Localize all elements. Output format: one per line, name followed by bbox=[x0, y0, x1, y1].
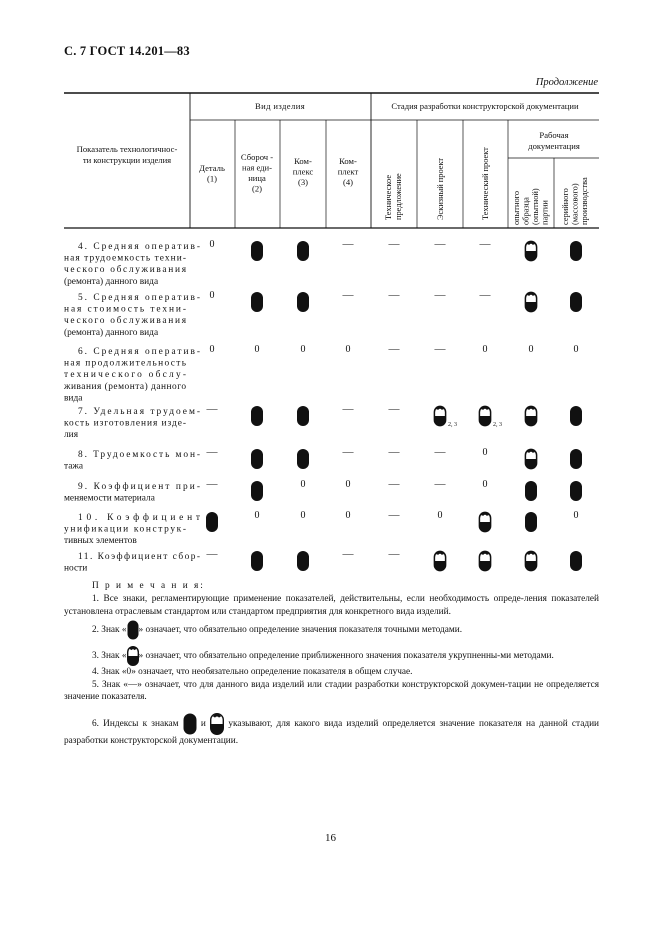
row-label: 4. Средняя оператив-ная трудоемкость техни-ческого обслуживания (ремонта) данного вида bbox=[64, 242, 200, 287]
zero-sign: 0 bbox=[482, 479, 488, 490]
zero-sign: 0 bbox=[345, 510, 351, 521]
filled-sign-icon bbox=[127, 620, 139, 640]
half-filled-sign bbox=[525, 241, 536, 260]
zero-sign: 0 bbox=[345, 479, 351, 490]
zero-sign: 0 bbox=[254, 510, 260, 521]
half-filled-sign bbox=[479, 512, 490, 531]
filled-sign bbox=[251, 551, 263, 571]
dash-sign: — bbox=[388, 548, 400, 560]
row-label: 6. Средняя оператив-ная продолжительность технического обслу-живания (ремонта) данного вида bbox=[64, 347, 200, 404]
zero-sign: 0 bbox=[254, 344, 260, 355]
header-indicator-line1: Показатель технологичнос- bbox=[76, 144, 178, 154]
zero-sign: 0 bbox=[437, 510, 443, 521]
dash-sign: — bbox=[479, 289, 491, 301]
dash-sign: — bbox=[434, 478, 446, 490]
col-technical-project: Технический проект bbox=[481, 147, 490, 220]
half-filled-sign bbox=[479, 551, 490, 570]
dash-sign: — bbox=[434, 289, 446, 301]
filled-sign bbox=[570, 449, 582, 469]
notes-block bbox=[64, 580, 599, 748]
row-label: 5. Средняя оператив-ная стоимость техни-ческого обслуживания (ремонта) данного вида bbox=[64, 293, 200, 338]
zero-sign: 0 bbox=[573, 510, 579, 521]
filled-sign-icon bbox=[183, 713, 197, 735]
dash-sign: — bbox=[479, 238, 491, 250]
zero-sign: 0 bbox=[209, 239, 215, 250]
zero-sign: 0 bbox=[528, 344, 534, 355]
dash-sign: — bbox=[206, 548, 218, 560]
col-technical-proposal: Техническоепредложение bbox=[384, 173, 403, 220]
half-filled-sign bbox=[479, 406, 490, 425]
filled-sign bbox=[251, 449, 263, 469]
col-prototype: опытного образца (опытной) партии bbox=[512, 188, 550, 225]
zero-sign: 0 bbox=[345, 344, 351, 355]
half-filled-sign-icon bbox=[210, 713, 224, 735]
dash-sign: — bbox=[206, 478, 218, 490]
filled-sign bbox=[251, 292, 263, 312]
dash-sign: — bbox=[434, 343, 446, 355]
filled-sign bbox=[251, 241, 263, 261]
row-label: 9. Коэффициент при-меняемости материала bbox=[64, 482, 200, 504]
dash-sign: — bbox=[388, 446, 400, 458]
filled-sign bbox=[297, 449, 309, 469]
filled-sign bbox=[525, 512, 537, 532]
header-indicator-line2: ти конструкции изделия bbox=[82, 155, 172, 165]
filled-sign bbox=[297, 406, 309, 426]
dash-sign: — bbox=[342, 403, 354, 415]
page-number: 16 bbox=[325, 832, 336, 844]
half-filled-sign bbox=[525, 406, 536, 425]
dash-sign: — bbox=[342, 446, 354, 458]
dash-sign: — bbox=[342, 238, 354, 250]
note-1: 1. Все знаки, регламентирующие применение показателей, действительны, если необходимость опреде-ления показателей установлена отраслевым стандартом или стандартом предприятия для конкретного вида изделий. bbox=[64, 594, 599, 617]
notes-title: П р и м е ч а н и я: bbox=[92, 581, 205, 591]
dash-sign: — bbox=[206, 446, 218, 458]
dash-sign: — bbox=[388, 238, 400, 250]
filled-sign bbox=[297, 241, 309, 261]
zero-sign: 0 bbox=[209, 344, 215, 355]
dash-sign: — bbox=[434, 238, 446, 250]
note-6: 6. Индексы к знакам и указывают, для какого вида изделий определяется значение показателя на данной стадии разработки конструкторской документации. bbox=[64, 713, 599, 747]
row-label: 7. Удельная трудоем-кость изготовления изде-лия bbox=[64, 407, 200, 441]
indicators-table bbox=[64, 92, 599, 572]
col-part: Деталь (1) bbox=[199, 163, 225, 184]
zero-sign: 0 bbox=[573, 344, 579, 355]
half-filled-sign bbox=[525, 551, 536, 570]
filled-sign bbox=[251, 481, 263, 501]
dash-sign: — bbox=[388, 509, 400, 521]
note-2: 2. Знак « » означает, что обязательно определение значения показателя точными методами. bbox=[64, 620, 599, 640]
filled-sign bbox=[297, 292, 309, 312]
row-label: 10. Коэффициент унификации конструк-тивных элементов bbox=[64, 513, 200, 547]
dash-sign: — bbox=[206, 403, 218, 415]
dash-sign: — bbox=[388, 343, 400, 355]
zero-sign: 0 bbox=[300, 510, 306, 521]
dash-sign: — bbox=[388, 289, 400, 301]
dash-sign: — bbox=[388, 478, 400, 490]
continuation-label: Продолжение bbox=[535, 77, 598, 88]
filled-sign bbox=[206, 512, 218, 532]
filled-sign bbox=[297, 551, 309, 571]
half-filled-sign bbox=[434, 406, 445, 425]
filled-sign bbox=[525, 481, 537, 501]
col-serial-production: серийного (массового) производства bbox=[561, 177, 589, 225]
col-kit: Ком-плект (4) bbox=[337, 156, 359, 187]
row-labels bbox=[63, 242, 200, 574]
half-filled-sign bbox=[434, 551, 445, 570]
half-filled-sign bbox=[525, 449, 536, 468]
note-3: 3. Знак « » означает, что обязательно определение приближенного значения показателя укрупненны-ми методами. bbox=[64, 646, 599, 666]
filled-sign bbox=[570, 241, 582, 261]
filled-sign bbox=[570, 481, 582, 501]
header-working-docs-line1: Рабочая bbox=[539, 130, 569, 140]
filled-sign bbox=[570, 406, 582, 426]
row-label: 8. Трудоемкость мон-тажа bbox=[64, 450, 200, 472]
header-development-stage: Стадия разработки конструкторской документации bbox=[391, 101, 579, 111]
sign-index: 2, 3 bbox=[493, 422, 502, 428]
filled-sign bbox=[251, 406, 263, 426]
col-draft-project: Эскизный проект bbox=[436, 157, 445, 220]
zero-sign: 0 bbox=[482, 447, 488, 458]
row-label: 11. Коэффициент сбор-ности bbox=[64, 552, 200, 574]
half-filled-sign-icon bbox=[127, 646, 139, 666]
dash-sign: — bbox=[342, 548, 354, 560]
zero-sign: 0 bbox=[300, 344, 306, 355]
dash-sign: — bbox=[342, 289, 354, 301]
zero-sign: 0 bbox=[300, 479, 306, 490]
filled-sign bbox=[570, 551, 582, 571]
col-complex: Ком-плекс (3) bbox=[292, 156, 314, 187]
filled-sign bbox=[570, 292, 582, 312]
table-cells bbox=[206, 238, 583, 571]
zero-sign: 0 bbox=[209, 290, 215, 301]
dash-sign: — bbox=[388, 403, 400, 415]
half-filled-sign bbox=[525, 292, 536, 311]
zero-sign: 0 bbox=[482, 344, 488, 355]
note-4: 4. Знак «0» означает, что необязательно определение показателя в общем случае. bbox=[92, 667, 413, 678]
header-working-docs-line2: документация bbox=[528, 141, 580, 151]
header-product-type: Вид изделия bbox=[254, 101, 306, 111]
col-assembly-unit: Сбороч -ная еди-ница (2) bbox=[240, 152, 274, 194]
note-5: 5. Знак «—» означает, что для данного вида изделий или стадии разработки конструкторской докумен-тации не определяется значение показателя. bbox=[64, 679, 599, 703]
dash-sign: — bbox=[434, 446, 446, 458]
document-header: С. 7 ГОСТ 14.201—83 bbox=[64, 44, 190, 58]
sign-index: 2, 3 bbox=[448, 422, 457, 428]
